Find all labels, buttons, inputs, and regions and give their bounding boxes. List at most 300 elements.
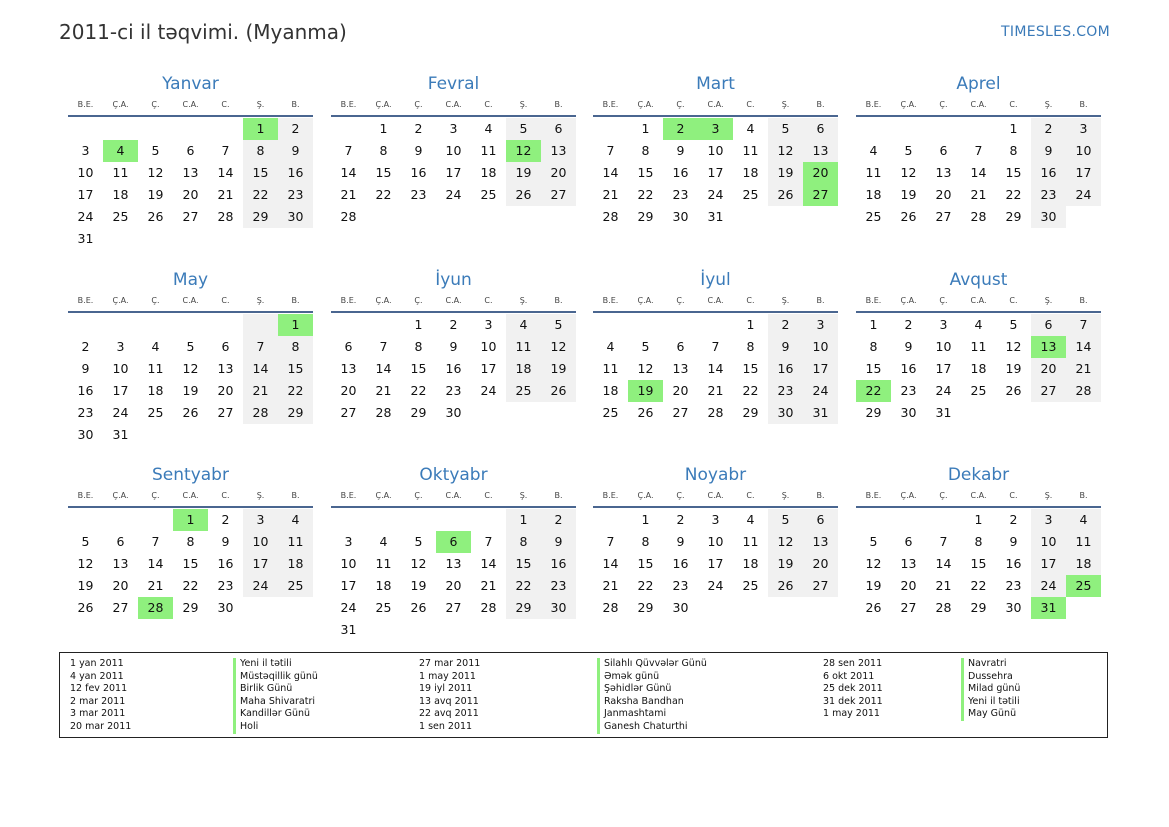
weekday-label: B. — [1079, 491, 1088, 500]
day-cell: 2 — [81, 339, 90, 354]
day-cell: 10 — [480, 339, 497, 354]
week-row — [68, 553, 313, 575]
weekday-label: Ç. — [676, 296, 685, 305]
weekday-label: Ş. — [256, 100, 265, 109]
day-cell: 6 — [344, 339, 353, 354]
legend-date: 28 sen 2011 — [823, 658, 883, 669]
day-cell: 11 — [970, 339, 987, 354]
day-cell: 3 — [116, 339, 125, 354]
empty-cell — [471, 619, 506, 641]
day-cell: 17 — [707, 556, 724, 571]
day-cell: 17 — [1031, 553, 1066, 575]
empty-cell — [103, 314, 138, 336]
day-cell: 22 — [970, 578, 987, 593]
weekday-label: Ş. — [1044, 296, 1053, 305]
legend-date: 1 yan 2011 — [70, 658, 124, 669]
day-cell: 11 — [742, 143, 759, 158]
day-cell: 12 — [637, 361, 654, 376]
holiday-day-cell: 6 — [436, 531, 471, 553]
empty-cell — [243, 314, 278, 336]
day-cell: 28 — [970, 209, 987, 224]
day-cell: 23 — [77, 405, 94, 420]
week-row — [856, 531, 1101, 553]
holiday-day-cell: 1 — [173, 509, 208, 531]
day-cell: 4 — [746, 121, 755, 136]
day-cell: 30 — [1005, 600, 1022, 615]
day-cell: 19 — [410, 578, 427, 593]
day-cell: 20 — [340, 383, 357, 398]
day-cell: 23 — [768, 380, 803, 402]
holiday-day-cell: 22 — [856, 380, 891, 402]
day-cell: 6 — [186, 143, 195, 158]
day-cell: 26 — [147, 209, 164, 224]
day-cell: 27 — [217, 405, 234, 420]
day-cell: 21 — [375, 383, 392, 398]
day-cell: 8 — [869, 339, 878, 354]
empty-cell — [243, 228, 278, 250]
day-cell: 5 — [186, 339, 195, 354]
weekday-label: Ş. — [1044, 100, 1053, 109]
month-name: İyul — [700, 270, 731, 290]
empty-cell — [541, 402, 576, 424]
empty-cell — [926, 509, 961, 531]
day-cell: 19 — [900, 187, 917, 202]
day-cell: 4 — [869, 143, 878, 158]
day-cell: 4 — [484, 121, 493, 136]
weekday-label: C.A. — [970, 296, 987, 305]
day-cell: 23 — [278, 184, 313, 206]
empty-cell — [173, 424, 208, 446]
day-cell: 13 — [935, 165, 952, 180]
weekday-label: B.E. — [340, 491, 357, 500]
holiday-day-cell: 28 — [138, 597, 173, 619]
day-cell: 2 — [278, 118, 313, 140]
legend-name-column — [233, 658, 318, 734]
day-cell: 20 — [803, 553, 838, 575]
weekday-label: Ç. — [151, 100, 160, 109]
week-row — [593, 597, 838, 619]
day-cell: 2 — [1009, 512, 1018, 527]
day-cell: 25 — [742, 187, 759, 202]
week-row — [68, 424, 313, 446]
week-row — [68, 140, 313, 162]
day-cell: 7 — [243, 336, 278, 358]
day-cell: 28 — [707, 405, 724, 420]
legend-date: 19 iyl 2011 — [419, 683, 473, 695]
weekday-label: C. — [221, 296, 230, 305]
legend-holiday-name: Kandillər Günü — [233, 708, 318, 721]
week-row — [856, 402, 1101, 424]
day-cell: 6 — [221, 339, 230, 354]
day-cell: 19 — [506, 162, 541, 184]
weekday-header — [68, 98, 313, 112]
day-cell: 20 — [541, 162, 576, 184]
day-cell: 30 — [541, 597, 576, 619]
day-cell: 11 — [506, 336, 541, 358]
legend-date: 25 dek 2011 — [823, 683, 883, 695]
day-cell: 3 — [344, 534, 353, 549]
day-cell: 24 — [1031, 575, 1066, 597]
day-cell: 8 — [506, 531, 541, 553]
day-cell: 24 — [935, 383, 952, 398]
day-cell: 23 — [672, 578, 689, 593]
weekday-label: Ç.A. — [637, 491, 654, 500]
legend-holiday-name: May Günü — [961, 708, 1020, 721]
day-cell: 22 — [278, 380, 313, 402]
day-cell: 27 — [541, 184, 576, 206]
day-cell: 2 — [904, 317, 913, 332]
day-cell: 19 — [1005, 361, 1022, 376]
empty-cell — [278, 228, 313, 250]
day-cell: 24 — [340, 600, 357, 615]
empty-cell — [768, 597, 803, 619]
day-cell: 15 — [375, 165, 392, 180]
legend-date: 1 sen 2011 — [419, 720, 473, 732]
weekday-label: C. — [746, 100, 755, 109]
day-cell: 17 — [77, 187, 94, 202]
day-cell: 2 — [676, 512, 685, 527]
empty-cell — [593, 509, 628, 531]
weekday-label: Ş. — [781, 100, 790, 109]
day-cell: 18 — [278, 553, 313, 575]
day-cell: 4 — [746, 512, 755, 527]
day-cell: 15 — [637, 556, 654, 571]
day-cell: 24 — [445, 187, 462, 202]
day-cell: 8 — [186, 534, 195, 549]
day-cell: 10 — [340, 556, 357, 571]
weekday-label: C. — [484, 491, 493, 500]
day-cell: 1 — [869, 317, 878, 332]
day-cell: 2 — [1031, 118, 1066, 140]
day-cell: 23 — [445, 383, 462, 398]
weekday-label: Ç.A. — [900, 491, 917, 500]
day-cell: 6 — [116, 534, 125, 549]
week-row — [331, 162, 576, 184]
day-cell: 6 — [676, 339, 685, 354]
week-row — [856, 206, 1101, 228]
day-cell: 5 — [904, 143, 913, 158]
week-row — [331, 184, 576, 206]
day-cell: 29 — [637, 600, 654, 615]
day-cell: 19 — [541, 358, 576, 380]
day-cell: 5 — [1009, 317, 1018, 332]
day-cell: 17 — [1066, 162, 1101, 184]
day-cell: 10 — [707, 143, 724, 158]
week-row — [68, 184, 313, 206]
weekday-header — [331, 489, 576, 503]
legend-holiday-name: Birlik Günü — [233, 683, 318, 696]
day-cell: 19 — [182, 383, 199, 398]
legend-holiday-name: Janmashtami — [597, 708, 707, 721]
weekday-label: C. — [1009, 100, 1018, 109]
weekday-label: B. — [816, 491, 825, 500]
brand-logo-text[interactable]: TIMESLES.COM — [1001, 24, 1110, 40]
day-cell: 10 — [1031, 531, 1066, 553]
empty-cell — [208, 118, 243, 140]
day-cell: 22 — [410, 383, 427, 398]
day-cell: 21 — [1066, 358, 1101, 380]
day-cell: 30 — [1031, 206, 1066, 228]
day-cell: 17 — [445, 165, 462, 180]
weekday-label: Ç.A. — [112, 296, 129, 305]
empty-cell — [208, 424, 243, 446]
day-cell: 4 — [379, 534, 388, 549]
empty-cell — [278, 597, 313, 619]
day-cell: 8 — [243, 140, 278, 162]
weekday-header — [593, 294, 838, 308]
day-cell: 31 — [707, 209, 724, 224]
empty-cell — [138, 228, 173, 250]
header-divider — [593, 506, 838, 508]
legend-date: 13 avq 2011 — [419, 695, 479, 707]
day-cell: 27 — [900, 600, 917, 615]
day-cell: 3 — [939, 317, 948, 332]
week-row — [331, 336, 576, 358]
day-cell: 26 — [768, 184, 803, 206]
day-cell: 20 — [112, 578, 129, 593]
day-cell: 27 — [935, 209, 952, 224]
empty-cell — [243, 424, 278, 446]
day-cell: 15 — [410, 361, 427, 376]
week-row — [331, 380, 576, 402]
day-cell: 16 — [1005, 556, 1022, 571]
holiday-day-cell: 1 — [278, 314, 313, 336]
empty-cell — [366, 206, 401, 228]
month-name: Noyabr — [684, 465, 747, 485]
month-name: Sentyabr — [152, 465, 229, 485]
day-cell: 1 — [641, 512, 650, 527]
day-cell: 8 — [1009, 143, 1018, 158]
empty-cell — [436, 619, 471, 641]
week-row — [331, 358, 576, 380]
day-cell: 2 — [449, 317, 458, 332]
day-cell: 30 — [445, 405, 462, 420]
weekday-label: Ç.A. — [637, 296, 654, 305]
weekday-label: B.E. — [77, 491, 94, 500]
day-cell: 18 — [375, 578, 392, 593]
weekday-label: B.E. — [340, 100, 357, 109]
weekday-label: B. — [816, 296, 825, 305]
day-cell: 9 — [676, 143, 685, 158]
day-cell: 28 — [375, 405, 392, 420]
day-cell: 21 — [602, 578, 619, 593]
legend-holiday-name: Dussehra — [961, 671, 1020, 684]
empty-cell — [593, 314, 628, 336]
holiday-day-cell: 25 — [1066, 575, 1101, 597]
day-cell: 1 — [506, 509, 541, 531]
day-cell: 21 — [340, 187, 357, 202]
legend-date: 1 may 2011 — [419, 670, 476, 682]
day-cell: 29 — [506, 597, 541, 619]
day-cell: 13 — [340, 361, 357, 376]
holiday-day-cell: 19 — [628, 380, 663, 402]
day-cell: 21 — [707, 383, 724, 398]
day-cell: 3 — [484, 317, 493, 332]
day-cell: 23 — [541, 575, 576, 597]
day-cell: 3 — [243, 509, 278, 531]
day-cell: 28 — [602, 209, 619, 224]
day-cell: 11 — [147, 361, 164, 376]
day-cell: 24 — [243, 575, 278, 597]
empty-cell — [243, 597, 278, 619]
legend-holiday-name: Silahlı Qüvvələr Günü — [597, 658, 707, 671]
day-cell: 26 — [410, 600, 427, 615]
weekday-label: C.A. — [707, 491, 724, 500]
day-cell: 6 — [1031, 314, 1066, 336]
day-cell: 30 — [217, 600, 234, 615]
day-cell: 26 — [77, 600, 94, 615]
legend-date: 4 yan 2011 — [70, 670, 124, 682]
day-cell: 12 — [1005, 339, 1022, 354]
empty-cell — [1066, 597, 1101, 619]
day-cell: 11 — [742, 534, 759, 549]
empty-cell — [541, 619, 576, 641]
weekday-label: C.A. — [970, 491, 987, 500]
day-cell: 28 — [243, 402, 278, 424]
weekday-header — [593, 489, 838, 503]
empty-cell — [278, 424, 313, 446]
week-row — [331, 206, 576, 228]
day-cell: 21 — [935, 578, 952, 593]
day-cell: 7 — [344, 143, 353, 158]
day-cell: 9 — [1009, 534, 1018, 549]
weekday-label: Ç. — [151, 491, 160, 500]
day-cell: 5 — [541, 314, 576, 336]
day-cell: 29 — [637, 209, 654, 224]
legend-date: 3 mar 2011 — [70, 708, 126, 720]
day-cell: 5 — [768, 118, 803, 140]
day-cell: 3 — [803, 314, 838, 336]
weekday-label: C.A. — [182, 296, 199, 305]
weekday-label: Ç.A. — [375, 100, 392, 109]
day-cell: 15 — [243, 162, 278, 184]
day-cell: 21 — [602, 187, 619, 202]
week-row — [68, 314, 313, 336]
day-cell: 23 — [672, 187, 689, 202]
day-cell: 22 — [637, 578, 654, 593]
week-row — [593, 314, 838, 336]
weekday-label: B.E. — [865, 491, 882, 500]
day-cell: 15 — [506, 553, 541, 575]
empty-cell — [593, 118, 628, 140]
day-cell: 13 — [900, 556, 917, 571]
day-cell: 16 — [278, 162, 313, 184]
day-cell: 26 — [506, 184, 541, 206]
day-cell: 14 — [602, 165, 619, 180]
day-cell: 2 — [541, 509, 576, 531]
week-row — [68, 118, 313, 140]
day-cell: 30 — [77, 427, 94, 442]
day-cell: 10 — [243, 531, 278, 553]
month-2 — [331, 72, 576, 228]
header-divider — [856, 506, 1101, 508]
day-cell: 18 — [506, 358, 541, 380]
holiday-day-cell: 27 — [803, 184, 838, 206]
weekday-label: Ç.A. — [637, 100, 654, 109]
month-name: Mart — [696, 74, 735, 94]
day-cell: 9 — [221, 534, 230, 549]
empty-cell — [173, 314, 208, 336]
day-cell: 14 — [147, 556, 164, 571]
day-cell: 22 — [506, 575, 541, 597]
day-cell: 22 — [375, 187, 392, 202]
day-cell: 16 — [672, 165, 689, 180]
week-row — [593, 206, 838, 228]
empty-cell — [628, 314, 663, 336]
empty-cell — [366, 314, 401, 336]
weekday-label: Ç. — [939, 491, 948, 500]
weekday-label: B. — [291, 296, 300, 305]
legend-holiday-name: Ganesh Chaturthi — [597, 721, 707, 734]
week-row — [331, 314, 576, 336]
day-cell: 6 — [541, 118, 576, 140]
weekday-label: B. — [1079, 296, 1088, 305]
day-cell: 31 — [112, 427, 129, 442]
day-cell: 30 — [900, 405, 917, 420]
day-cell: 12 — [410, 556, 427, 571]
day-cell: 5 — [869, 534, 878, 549]
legend-date: 22 avq 2011 — [419, 708, 479, 720]
day-cell: 11 — [865, 165, 882, 180]
legend-date: 6 okt 2011 — [823, 670, 875, 682]
weekday-label: B.E. — [340, 296, 357, 305]
day-cell: 21 — [147, 578, 164, 593]
week-row — [331, 402, 576, 424]
day-cell: 13 — [541, 140, 576, 162]
legend-date: 2 mar 2011 — [70, 695, 126, 707]
weekday-label: C.A. — [707, 100, 724, 109]
day-cell: 19 — [865, 578, 882, 593]
empty-cell — [331, 314, 366, 336]
empty-cell — [173, 118, 208, 140]
weekday-label: Ç.A. — [900, 296, 917, 305]
week-row — [593, 509, 838, 531]
month-4 — [856, 72, 1101, 228]
day-cell: 23 — [1031, 184, 1066, 206]
day-cell: 11 — [278, 531, 313, 553]
legend-date: 12 fev 2011 — [70, 683, 128, 695]
weekday-label: Ç.A. — [112, 100, 129, 109]
empty-cell — [733, 206, 768, 228]
weekday-label: C. — [1009, 491, 1018, 500]
empty-cell — [506, 619, 541, 641]
weekday-label: B.E. — [865, 296, 882, 305]
week-row — [593, 531, 838, 553]
legend-date: 27 mar 2011 — [419, 658, 481, 669]
day-cell: 1 — [379, 121, 388, 136]
day-cell: 15 — [742, 361, 759, 376]
day-cell: 20 — [935, 187, 952, 202]
legend-holiday-name: Maha Shivaratri — [233, 696, 318, 709]
day-cell: 5 — [768, 509, 803, 531]
day-cell: 9 — [676, 534, 685, 549]
day-cell: 2 — [221, 512, 230, 527]
day-cell: 10 — [77, 165, 94, 180]
day-cell: 4 — [506, 314, 541, 336]
day-cell: 14 — [602, 556, 619, 571]
day-cell: 10 — [112, 361, 129, 376]
weekday-label: Ç. — [414, 100, 423, 109]
month-name: Avqust — [949, 270, 1008, 290]
day-cell: 18 — [602, 383, 619, 398]
day-cell: 27 — [340, 405, 357, 420]
day-cell: 22 — [182, 578, 199, 593]
day-cell: 7 — [939, 534, 948, 549]
holiday-day-cell: 4 — [103, 140, 138, 162]
empty-cell — [366, 619, 401, 641]
day-cell: 13 — [445, 556, 462, 571]
week-row — [68, 380, 313, 402]
